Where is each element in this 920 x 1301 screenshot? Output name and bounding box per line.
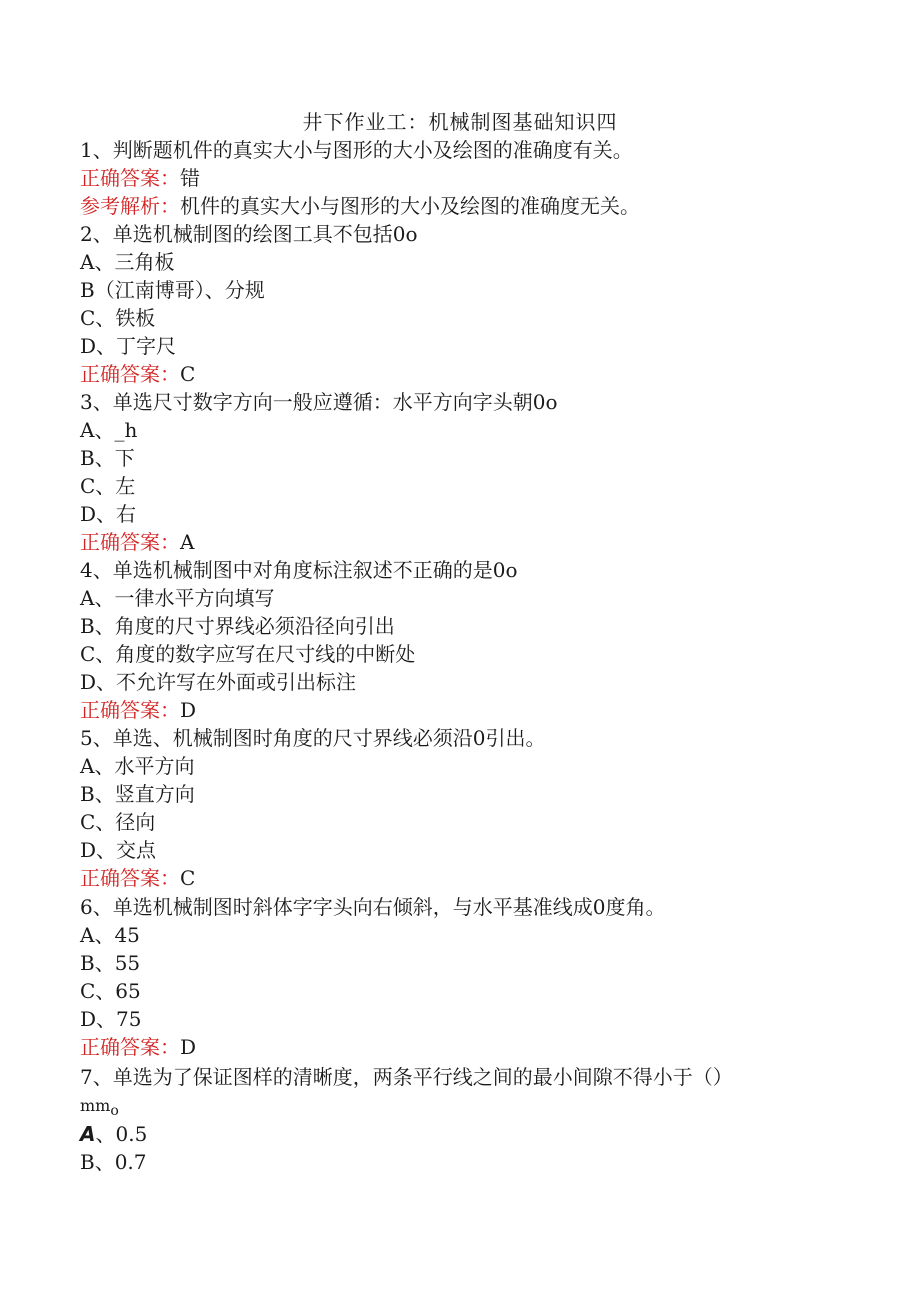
answer-label: 正确答案：	[80, 530, 180, 554]
analysis-label: 参考解析：	[80, 194, 180, 218]
answer-value: A	[180, 530, 195, 554]
answer-4	[80, 696, 196, 724]
option-5b: B、竖直方向	[80, 782, 195, 806]
answer-5	[80, 864, 195, 892]
option-text: 、0.7	[94, 1150, 147, 1174]
option-3a: A、_h	[80, 418, 138, 442]
option-5a: A、水平方向	[80, 754, 195, 778]
question-1: 1、判断题机件的真实大小与图形的大小及绘图的准确度有关。	[80, 138, 633, 162]
option-2b: B（江南博哥）、分规	[80, 278, 265, 302]
answer-label: 正确答案：	[80, 1035, 180, 1059]
option-7a	[80, 1120, 147, 1148]
question-6: 6、单选机械制图时斜体字字头向右倾斜，与水平基准线成0度角。	[80, 895, 666, 919]
answer-3	[80, 528, 194, 556]
option-4c: C、角度的数字应写在尺寸线的中断处	[80, 642, 416, 666]
option-6d: D、75	[80, 1007, 142, 1031]
option-6b: B、55	[80, 951, 141, 975]
option-3d: D、右	[80, 502, 137, 526]
option-3c: C、左	[80, 474, 136, 498]
option-6a: A、45	[80, 923, 140, 947]
option-2a: A、三角板	[80, 250, 175, 274]
option-2c: C、铁板	[80, 306, 156, 330]
answer-6	[80, 1033, 196, 1061]
option-6c: C、65	[80, 979, 141, 1003]
option-text: 、0.5	[95, 1122, 148, 1146]
option-7b	[80, 1148, 147, 1176]
answer-value: C	[180, 362, 196, 386]
unit-subscript: o	[110, 1103, 119, 1119]
question-7: 7、单选为了保证图样的清晰度，两条平行线之间的最小间隙不得小于（）	[80, 1065, 733, 1089]
option-2d: D、丁字尺	[80, 334, 177, 358]
analysis-1	[80, 192, 640, 220]
option-4d: D、不允许写在外面或引出标注	[80, 670, 357, 694]
option-3b: B、下	[80, 446, 135, 470]
option-5c: C、径向	[80, 810, 156, 834]
answer-1	[80, 164, 200, 192]
analysis-text: 机件的真实大小与图形的大小及绘图的准确度无关。	[180, 194, 640, 218]
answer-2	[80, 360, 195, 388]
answer-value: D	[180, 698, 197, 722]
option-letter: A	[80, 1122, 96, 1146]
answer-label: 正确答案：	[80, 866, 180, 890]
question-2: 2、单选机械制图的绘图工具不包括0o	[80, 222, 418, 246]
option-4b: B、角度的尺寸界线必须沿径向引出	[80, 614, 395, 638]
option-4a: A、一律水平方向填写	[80, 586, 275, 610]
answer-value: 错	[180, 166, 200, 190]
option-5d: D、交点	[80, 838, 157, 862]
question-3: 3、单选尺寸数字方向一般应遵循：水平方向字头朝0o	[80, 390, 558, 414]
unit-text: mm	[80, 1096, 111, 1115]
answer-label: 正确答案：	[80, 698, 180, 722]
document-title: 井下作业工：机械制图基础知识四	[302, 110, 618, 134]
answer-value: D	[180, 1035, 197, 1059]
option-letter: B	[80, 1150, 95, 1174]
question-7-continuation	[80, 1092, 119, 1121]
answer-label: 正确答案：	[80, 362, 180, 386]
answer-value: C	[180, 866, 196, 890]
question-5: 5、单选、机械制图时角度的尺寸界线必须沿0引出。	[80, 726, 546, 750]
question-4: 4、单选机械制图中对角度标注叙述不正确的是0o	[80, 558, 518, 582]
answer-label: 正确答案：	[80, 166, 180, 190]
